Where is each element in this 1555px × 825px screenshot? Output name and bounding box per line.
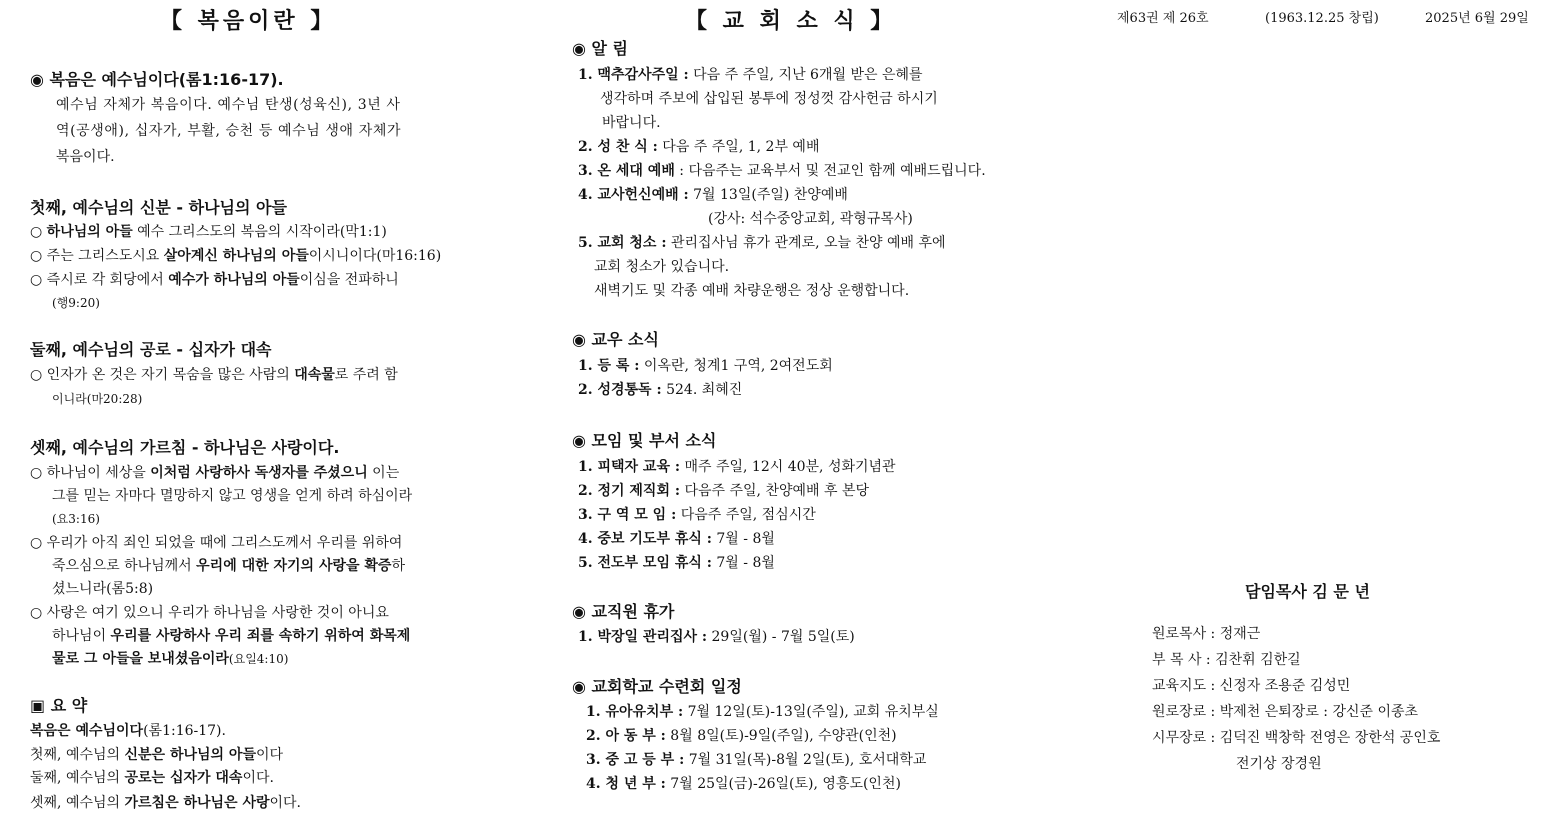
third-item-cont: 그를 믿는 자마다 멸망하지 않고 영생을 얻게 하려 하심이라 — [52, 488, 413, 504]
second-heading: 둘째, 예수님의 공로 - 십자가 대속 — [30, 340, 272, 359]
staff-row: 원로장로 : 박제천 은퇴장로 : 강신준 이종초 — [1152, 704, 1419, 720]
first-item: ○ 하나님의 아들 예수 그리스도의 복음의 시작이라(막1:1) — [30, 224, 387, 240]
third-item-cont: 죽으심으로 하나님께서 우리에 대한 자기의 사랑을 확증하 — [52, 558, 405, 574]
retreat-item: 1. 유아유치부 : 7월 12일(토)-13일(주일), 교회 유치부실 — [586, 704, 939, 720]
first-item-ref: (행9:20) — [52, 296, 100, 310]
summary-line: 첫째, 예수님의 신분은 하나님의 아들이다 — [30, 747, 284, 763]
first-item: ○ 주는 그리스도시요 살아계신 하나님의 아들이시니이다(마16:16) — [30, 248, 442, 264]
senior-pastor: 담임목사 김 문 년 — [1245, 582, 1370, 601]
notice-item-cont: 바랍니다. — [602, 115, 661, 131]
third-item-cont: 하나님이 우리를 사랑하사 우리 죄를 속하기 위하여 화목제 — [52, 628, 411, 644]
founded-date: (1963.12.25 창립) — [1265, 11, 1379, 26]
third-item-ref: 셨느니라(롬5:8) — [52, 581, 154, 597]
third-item-cont: 물로 그 아들을 보내셨음이라(요일4:10) — [52, 651, 289, 667]
second-item: ○ 인자가 온 것은 자기 목숨을 많은 사람의 대속물로 주려 함 — [30, 367, 398, 383]
gospel-paragraph-line: 예수님 자체가 복음이다. 예수님 탄생(성육신), 3년 사 — [56, 97, 401, 113]
notice-heading: ◉ 알 림 — [572, 39, 629, 58]
meeting-item: 4. 중보 기도부 휴식 : 7월 - 8월 — [578, 531, 775, 547]
summary-heading: ▣ 요 약 — [30, 696, 88, 715]
summary-line: 셋째, 예수님의 가르침은 하나님은 사랑이다. — [30, 795, 301, 811]
church-news-title: 【 교 회 소 식 】 — [685, 9, 897, 34]
notice-item-cont: (강사: 석수중앙교회, 곽형규목사) — [708, 211, 913, 227]
staff-vacation-heading: ◉ 교직원 휴가 — [572, 602, 675, 621]
volume-number: 제63권 제 26호 — [1117, 11, 1209, 26]
retreat-item: 2. 아 동 부 : 8월 8일(토)-9일(주일), 수양관(인천) — [586, 728, 897, 744]
notice-item: 3. 온 세대 예배 : 다음주는 교육부서 및 전교인 함께 예배드립니다. — [578, 163, 986, 179]
meeting-heading: ◉ 모임 및 부서 소식 — [572, 431, 717, 450]
notice-item: 5. 교회 청소 : 관리집사님 휴가 관계로, 오늘 찬양 예배 후에 — [578, 235, 946, 251]
first-item: ○ 즉시로 각 회당에서 예수가 하나님의 아들이심을 전파하니 — [30, 272, 399, 288]
staff-row: 전기상 장경원 — [1236, 756, 1322, 772]
meeting-item: 5. 전도부 모임 휴식 : 7월 - 8월 — [578, 555, 775, 571]
member-news-heading: ◉ 교우 소식 — [572, 330, 659, 349]
notice-item-cont: 새벽기도 및 각종 예배 차량운행은 정상 운행합니다. — [594, 283, 910, 299]
member-news-item: 1. 등 록 : 이옥란, 청계1 구역, 2여전도회 — [578, 358, 833, 374]
staff-vacation-item: 1. 박장일 관리집사 : 29일(월) - 7월 5일(토) — [578, 629, 855, 645]
third-heading: 셋째, 예수님의 가르침 - 하나님은 사랑이다. — [30, 438, 340, 457]
notice-item: 2. 성 찬 식 : 다음 주 주일, 1, 2부 예배 — [578, 139, 820, 155]
notice-item-cont: 생각하며 주보에 삽입된 봉투에 정성껏 감사헌금 하시기 — [600, 91, 938, 107]
member-news-item: 2. 성경통독 : 524. 최혜진 — [578, 382, 743, 398]
gospel-title: 【 복음이란 】 — [160, 9, 337, 34]
third-item-ref: (요3:16) — [52, 512, 100, 526]
staff-row: 시무장로 : 김덕진 백창학 전영은 장한석 공인호 — [1152, 730, 1441, 746]
meeting-item: 3. 구 역 모 임 : 다음주 주일, 점심시간 — [578, 507, 816, 523]
staff-row: 부 목 사 : 김찬휘 김한길 — [1152, 652, 1301, 668]
notice-item: 1. 맥추감사주일 : 다음 주 주일, 지난 6개월 받은 은혜를 — [578, 67, 923, 83]
retreat-heading: ◉ 교회학교 수련회 일정 — [572, 677, 742, 696]
gospel-paragraph-line: 복음이다. — [56, 149, 115, 165]
summary-line: 둘째, 예수님의 공로는 십자가 대속이다. — [30, 770, 274, 786]
retreat-item: 3. 중 고 등 부 : 7월 31일(목)-8월 2일(토), 호서대학교 — [586, 752, 927, 768]
third-item: ○ 우리가 아직 죄인 되었을 때에 그리스도께서 우리를 위하여 — [30, 535, 403, 551]
third-item: ○ 사랑은 여기 있으니 우리가 하나님을 사랑한 것이 아니요 — [30, 605, 389, 621]
gospel-paragraph-line: 역(공생애), 십자가, 부활, 승천 등 예수님 생애 자체가 — [56, 123, 402, 139]
meeting-item: 2. 정기 제직회 : 다음주 주일, 찬양예배 후 본당 — [578, 483, 870, 499]
issue-date: 2025년 6월 29일 — [1425, 11, 1529, 26]
summary-line: 복음은 예수님이다(롬1:16-17). — [30, 723, 226, 739]
staff-row: 원로목사 : 정재근 — [1152, 626, 1261, 642]
retreat-item: 4. 청 년 부 : 7월 25일(금)-26일(토), 영흥도(인천) — [586, 776, 901, 792]
gospel-heading: ◉ 복음은 예수님이다(롬1:16-17). — [30, 70, 284, 89]
first-heading: 첫째, 예수님의 신분 - 하나님의 아들 — [30, 198, 287, 217]
staff-row: 교육지도 : 신정자 조용준 김성민 — [1152, 678, 1351, 694]
notice-item: 4. 교사헌신예배 : 7월 13일(주일) 찬양예배 — [578, 187, 848, 203]
third-item: ○ 하나님이 세상을 이처럼 사랑하사 독생자를 주셨으니 이는 — [30, 465, 400, 481]
notice-item-cont: 교회 청소가 있습니다. — [594, 259, 730, 275]
meeting-item: 1. 피택자 교육 : 매주 주일, 12시 40분, 성화기념관 — [578, 459, 896, 475]
second-item-ref: 이니라(마20:28) — [52, 392, 143, 406]
